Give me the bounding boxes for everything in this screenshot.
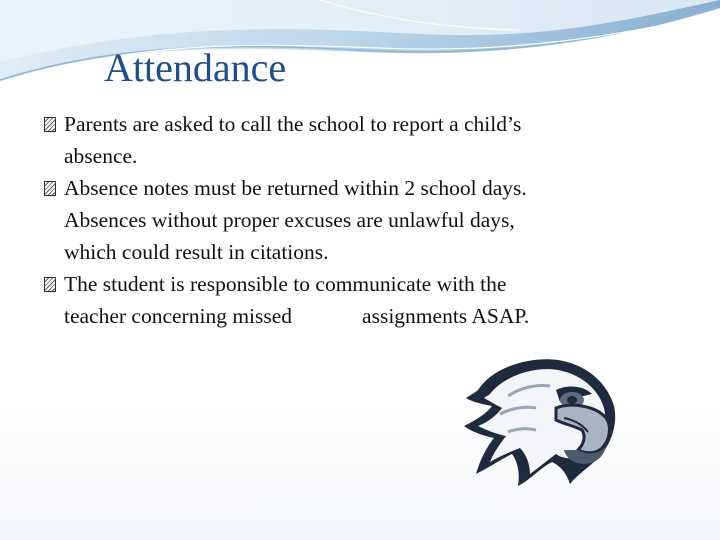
bullet-item xyxy=(44,268,684,332)
bullet-line: Parents are asked to call the school to report a child’s xyxy=(64,112,522,136)
bullet-line: teacher concerning missed xyxy=(64,304,293,328)
bullet-line: Absence notes must be returned within 2 school days. xyxy=(64,176,527,200)
bullet-line: absence. xyxy=(64,144,138,168)
missing-glyph-icon xyxy=(44,117,56,132)
missing-glyph-icon xyxy=(44,181,56,196)
bullet-item xyxy=(44,172,684,268)
missing-glyph-icon xyxy=(44,277,56,292)
bullet-line: Absences without proper excuses are unlawful days, xyxy=(64,208,515,232)
bullet-line: The student is responsible to communicate with the xyxy=(64,272,507,296)
slide-title: Attendance xyxy=(104,45,287,90)
bullet-item xyxy=(44,108,684,172)
bullet-line: which could result in citations. xyxy=(64,240,329,264)
bullet-line: assignments ASAP. xyxy=(362,304,530,328)
eagle-mascot-icon xyxy=(460,356,618,488)
bullet-list xyxy=(44,108,684,332)
